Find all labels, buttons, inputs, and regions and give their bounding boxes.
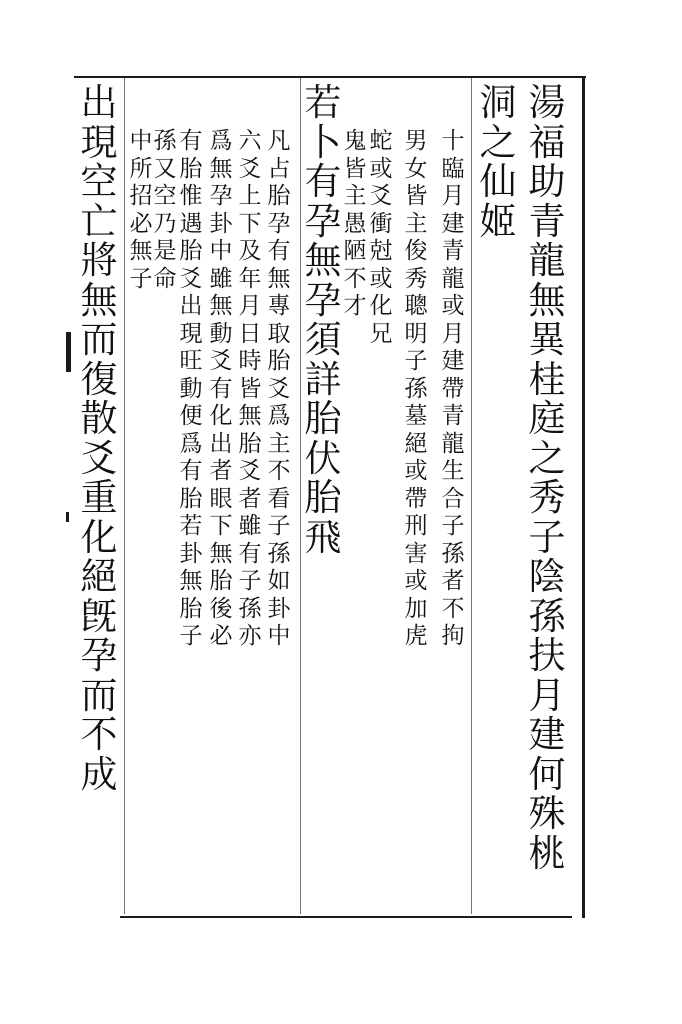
glyph: 化 xyxy=(369,293,393,319)
glyph: 建 xyxy=(441,348,465,374)
glyph: 亦 xyxy=(238,623,262,649)
text-column-4 xyxy=(78,81,120,796)
glyph: 爻 xyxy=(80,436,118,480)
glyph: 無 xyxy=(80,278,118,322)
glyph: 重 xyxy=(80,476,118,519)
glyph: 有 xyxy=(209,375,233,402)
glyph: 爲 xyxy=(179,430,203,457)
glyph: 子 xyxy=(267,513,291,539)
glyph: 不 xyxy=(343,265,367,292)
glyph: 子 xyxy=(129,265,153,292)
glyph: 十 xyxy=(441,128,465,154)
glyph: 墓 xyxy=(404,403,428,429)
glyph: 衝 xyxy=(369,210,393,237)
glyph: 將 xyxy=(80,239,118,282)
column-divider-rule xyxy=(300,78,301,914)
glyph: 子 xyxy=(179,623,203,649)
glyph: 動 xyxy=(209,320,233,347)
glyph: 者 xyxy=(238,485,262,512)
glyph: 卦 xyxy=(267,595,291,622)
glyph: 無 xyxy=(209,540,233,567)
glyph: 而 xyxy=(80,318,118,361)
glyph: 福 xyxy=(528,120,566,164)
glyph: 雖 xyxy=(238,513,262,539)
glyph: 孫 xyxy=(153,128,177,154)
glyph: 月 xyxy=(528,673,566,717)
glyph: 有 xyxy=(179,458,203,484)
text-column-3 xyxy=(302,81,344,559)
glyph: 如 xyxy=(267,568,291,594)
glyph: 子 xyxy=(404,348,428,374)
glyph: 無 xyxy=(304,239,342,282)
glyph: 下 xyxy=(238,210,262,237)
glyph: 何 xyxy=(528,752,566,796)
glyph: 庭 xyxy=(528,397,566,440)
glyph: 仙 xyxy=(479,160,517,203)
glyph: 旺 xyxy=(179,348,203,374)
glyph: 胎 xyxy=(179,238,203,264)
glyph: 秀 xyxy=(528,476,566,519)
glyph: 月 xyxy=(238,293,262,319)
glyph: 或 xyxy=(404,458,428,484)
glyph: 招 xyxy=(129,183,153,209)
glyph: 亡 xyxy=(80,199,118,243)
glyph: 不 xyxy=(80,713,118,756)
glyph: 及 xyxy=(238,238,262,264)
glyph: 無 xyxy=(267,265,291,292)
glyph: 龍 xyxy=(441,430,465,457)
glyph: 皆 xyxy=(343,155,367,182)
glyph: 又 xyxy=(153,155,177,182)
glyph: 絕 xyxy=(404,430,428,457)
commentary-column-3 xyxy=(368,130,394,350)
glyph: 有 xyxy=(238,540,262,567)
glyph: 六 xyxy=(238,128,262,154)
commentary-column-4 xyxy=(342,130,368,323)
glyph: 尅 xyxy=(369,238,393,264)
glyph: 出 xyxy=(209,430,233,457)
glyph: 無 xyxy=(209,155,233,182)
glyph: 者 xyxy=(209,458,233,484)
margin-mark xyxy=(66,332,71,372)
glyph: 胎 xyxy=(267,348,291,374)
glyph: 主 xyxy=(343,183,367,209)
glyph: 若 xyxy=(179,513,203,539)
glyph: 現 xyxy=(179,320,203,347)
glyph: 孫 xyxy=(441,540,465,567)
glyph: 子 xyxy=(528,515,566,559)
glyph: 無 xyxy=(209,293,233,319)
glyph: 化 xyxy=(80,515,118,559)
top-border-rule xyxy=(74,76,586,78)
glyph: 爲 xyxy=(267,403,291,429)
glyph: 虎 xyxy=(404,623,428,649)
glyph: 害 xyxy=(404,540,428,567)
glyph: 姬 xyxy=(479,199,517,243)
glyph: 洞 xyxy=(479,81,517,124)
glyph: 建 xyxy=(441,210,465,237)
glyph: 明 xyxy=(404,320,428,347)
glyph: 無 xyxy=(528,278,566,322)
commentary-column-2 xyxy=(403,130,429,653)
glyph: 陰 xyxy=(528,555,566,598)
glyph: 胎 xyxy=(304,476,342,519)
glyph: 雖 xyxy=(209,265,233,292)
glyph: 卦 xyxy=(179,540,203,567)
glyph: 時 xyxy=(238,348,262,374)
glyph: 而 xyxy=(80,673,118,717)
glyph: 之 xyxy=(479,120,517,164)
glyph: 皆 xyxy=(404,183,428,209)
glyph: 孕 xyxy=(80,634,118,677)
glyph: 龍 xyxy=(441,265,465,292)
glyph: 卜 xyxy=(304,120,342,164)
glyph: 遇 xyxy=(179,210,203,237)
glyph: 之 xyxy=(528,436,566,480)
glyph: 日 xyxy=(238,320,262,347)
glyph: 兄 xyxy=(369,320,393,347)
glyph: 胎 xyxy=(304,397,342,440)
glyph: 胎 xyxy=(209,568,233,594)
glyph: 須 xyxy=(304,318,342,361)
glyph: 無 xyxy=(238,403,262,429)
glyph: 或 xyxy=(441,293,465,319)
text-column-2 xyxy=(477,81,519,243)
glyph: 成 xyxy=(80,752,118,796)
glyph: 青 xyxy=(441,238,465,264)
glyph: 中 xyxy=(129,128,153,154)
glyph: 桂 xyxy=(528,357,566,401)
glyph: 聰 xyxy=(404,293,428,319)
glyph: 主 xyxy=(404,210,428,237)
glyph: 伏 xyxy=(304,436,342,480)
glyph: 異 xyxy=(528,318,566,361)
glyph: 帶 xyxy=(404,485,428,512)
glyph: 有 xyxy=(179,128,203,154)
glyph: 孕 xyxy=(304,278,342,322)
glyph: 有 xyxy=(304,160,342,203)
glyph: 乃 xyxy=(153,210,177,237)
glyph: 陋 xyxy=(343,238,367,264)
column-divider-rule xyxy=(471,78,472,914)
glyph: 復 xyxy=(80,357,118,401)
commentary-column-8 xyxy=(178,130,204,653)
glyph: 孕 xyxy=(267,210,291,237)
glyph: 無 xyxy=(179,568,203,594)
bottom-border-rule xyxy=(120,916,572,918)
commentary-column-7 xyxy=(208,130,234,653)
glyph: 出 xyxy=(80,81,118,124)
glyph: 取 xyxy=(267,320,291,347)
glyph: 主 xyxy=(267,430,291,457)
glyph: 月 xyxy=(441,183,465,209)
glyph: 孕 xyxy=(304,199,342,243)
glyph: 上 xyxy=(238,183,262,209)
commentary-column-6 xyxy=(237,130,263,653)
glyph: 湯 xyxy=(528,81,566,124)
glyph: 子 xyxy=(441,513,465,539)
glyph: 專 xyxy=(267,293,291,319)
glyph: 不 xyxy=(441,595,465,622)
glyph: 有 xyxy=(267,238,291,264)
glyph: 惟 xyxy=(179,183,203,209)
glyph: 胎 xyxy=(179,485,203,512)
glyph: 爻 xyxy=(179,265,203,292)
glyph: 下 xyxy=(209,513,233,539)
right-border-rule xyxy=(582,76,585,918)
glyph: 所 xyxy=(129,155,153,182)
glyph: 男 xyxy=(404,128,428,154)
glyph: 中 xyxy=(267,623,291,649)
glyph: 後 xyxy=(209,595,233,622)
glyph: 或 xyxy=(404,568,428,594)
glyph: 孫 xyxy=(267,540,291,567)
glyph: 爻 xyxy=(209,348,233,374)
glyph: 必 xyxy=(129,210,153,237)
glyph: 便 xyxy=(179,403,203,429)
glyph: 或 xyxy=(369,155,393,182)
commentary-column-9 xyxy=(152,130,178,295)
glyph: 蛇 xyxy=(369,128,393,154)
glyph: 合 xyxy=(441,485,465,512)
glyph: 中 xyxy=(209,238,233,264)
glyph: 加 xyxy=(404,595,428,622)
glyph: 或 xyxy=(369,265,393,292)
glyph: 年 xyxy=(238,265,262,292)
glyph: 胎 xyxy=(238,430,262,457)
glyph: 才 xyxy=(343,293,367,319)
glyph: 眼 xyxy=(209,485,233,512)
commentary-column-5 xyxy=(266,130,292,653)
glyph: 必 xyxy=(209,623,233,649)
glyph: 愚 xyxy=(343,210,367,237)
glyph: 月 xyxy=(441,320,465,347)
glyph: 凡 xyxy=(267,128,291,154)
glyph: 孫 xyxy=(528,594,566,638)
glyph: 命 xyxy=(153,265,177,292)
column-divider-rule xyxy=(124,78,125,914)
glyph: 孫 xyxy=(404,375,428,402)
glyph: 胎 xyxy=(179,595,203,622)
glyph: 卦 xyxy=(209,210,233,237)
glyph: 旣 xyxy=(80,594,118,638)
glyph: 化 xyxy=(209,403,233,429)
glyph: 胎 xyxy=(179,155,203,182)
glyph: 空 xyxy=(153,183,177,209)
glyph: 女 xyxy=(404,155,428,182)
glyph: 孕 xyxy=(209,183,233,209)
glyph: 爻 xyxy=(238,458,262,484)
glyph: 現 xyxy=(80,120,118,164)
glyph: 爻 xyxy=(369,183,393,209)
glyph: 扶 xyxy=(528,634,566,677)
glyph: 龍 xyxy=(528,239,566,282)
glyph: 鬼 xyxy=(343,128,367,154)
glyph: 詳 xyxy=(304,357,342,401)
glyph: 不 xyxy=(267,458,291,484)
glyph: 若 xyxy=(304,81,342,124)
glyph: 生 xyxy=(441,458,465,484)
glyph: 爻 xyxy=(238,155,262,182)
glyph: 散 xyxy=(80,397,118,440)
glyph: 是 xyxy=(153,238,177,264)
commentary-column-1 xyxy=(440,130,466,653)
glyph: 臨 xyxy=(441,155,465,182)
glyph: 胎 xyxy=(267,183,291,209)
glyph: 無 xyxy=(129,238,153,264)
glyph: 者 xyxy=(441,568,465,594)
glyph: 秀 xyxy=(404,265,428,292)
glyph: 動 xyxy=(179,375,203,402)
glyph: 帶 xyxy=(441,375,465,402)
glyph: 絕 xyxy=(80,555,118,598)
glyph: 俊 xyxy=(404,238,428,264)
glyph: 看 xyxy=(267,485,291,512)
glyph: 皆 xyxy=(238,375,262,402)
glyph: 青 xyxy=(528,199,566,243)
margin-mark xyxy=(66,512,69,522)
glyph: 爲 xyxy=(209,128,233,154)
glyph: 拘 xyxy=(441,623,465,649)
glyph: 青 xyxy=(441,403,465,429)
text-column-1 xyxy=(526,81,568,875)
glyph: 刑 xyxy=(404,513,428,539)
glyph: 建 xyxy=(528,713,566,756)
commentary-column-10 xyxy=(128,130,154,295)
glyph: 飛 xyxy=(304,515,342,559)
glyph: 子 xyxy=(238,568,262,594)
glyph: 殊 xyxy=(528,792,566,835)
glyph: 占 xyxy=(267,155,291,182)
glyph: 出 xyxy=(179,293,203,319)
glyph: 孫 xyxy=(238,595,262,622)
glyph: 空 xyxy=(80,160,118,203)
glyph: 桃 xyxy=(528,831,566,875)
glyph: 助 xyxy=(528,160,566,203)
glyph: 爻 xyxy=(267,375,291,402)
